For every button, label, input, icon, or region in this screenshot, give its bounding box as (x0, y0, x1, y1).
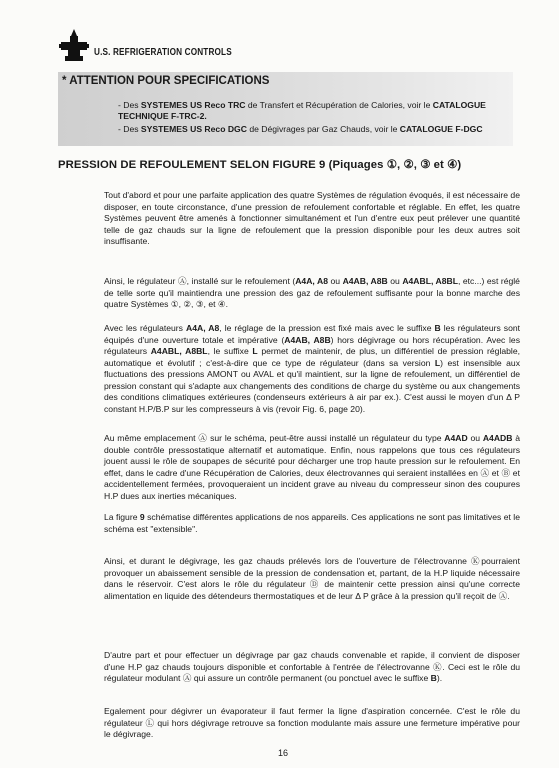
brand-name: U.S. REFRIGERATION CONTROLS (94, 46, 232, 58)
paragraph-evaporator: Egalement pour dégivrer un évaporateur il faut fermer la ligne d'aspiration concernée. C'est le rôle du régulateur Ⓛ qui hors dégivrage retrouve sa fonction modulante mais assure une fermeture impérative pour le dégivrage. (104, 706, 520, 739)
page-number: 16 (278, 748, 289, 758)
paragraph-regulator-settings: Avec les régulateurs A4A, A8, le réglage de la pression est fixé mais avec le suffixe B les régulateurs sont équipés d'une ouverture totale et impérative (A4AB, A8B) hors dégivrage ou hors récupération. Avec les régulateurs A4ABL, A8BL, le suffixe L permet de maintenir, de plus, un différentiel de pression réglable, automatique et évolutif ; c'est-à-dire que ce type de régulateur (dans sa version L) est insensible aux fluctuations des pressions AMONT ou AVAL et qu'il maintient, sur la ligne de refoulement, un différentiel de pression constant qui s'adapte aux changements des conditions de charge du système ou aux changements des conditions climatiques extérieures (condenseurs extérieurs à air par ex.). C'est aussi le moyen d'un Δ P constant H.P/B.P sur les compresseurs à vis (revoir Fig. 6, page 20). (104, 323, 521, 414)
paragraph-regulator-a: Ainsi, le régulateur Ⓐ, installé sur le refoulement (A4A, A8 ou A4AB, A8B ou A4ABL, A8BL, etc...) est réglé de telle sorte qu'il maintiendra une pression des gaz de refoulement suffisante pour la bonne marche des quatre Systèmes ①, ②, ③, et ④. (104, 276, 520, 309)
attention-item-trc: - Des SYSTEMES US Reco TRC de Transfert et Récupération de Calories, voir le CATALOGUE TECHNIQUE F-TRC-2. (118, 100, 486, 121)
paragraph-intro: Tout d'abord et pour une parfaite application des quatre Systèmes de régulation évoqués, il est nécessaire de disposer, en toute circonstance, d'une pression de refoulement confortable et réglable. En effet, les quatre Systèmes peuvent être amenés à fonctionner simultanément et l'un d'entre eux peut prélever une quantité telle de gaz chauds sur la ligne de refoulement que la pression disponible pour les deux autres soit insuffisante. (104, 190, 520, 246)
attention-item-dgc: - Des SYSTEMES US Reco DGC de Dégivrages par Gaz Chauds, voir le CATALOGUE F-DGC (118, 124, 483, 134)
paragraph-defrost: Ainsi, et durant le dégivrage, les gaz chauds prélevés lors de l'ouverture de l'électrovanne Ⓚpourraient provoquer un abaissement sensible de la pression de condensation et, partant, de la H.P liquide nécessaire dans le réservoir. C'est alors le rôle du régulateur Ⓓ de maintenir cette pression ainsi qu'une correcte alimentation en liquide des détendeurs thermostatiques et de leur Δ P grâce à la pression qu'il reçoit de Ⓐ. (104, 556, 520, 601)
paragraph-safety: Au même emplacement Ⓐ sur le schéma, peut-être aussi installé un régulateur du type A4AD ou A4ADB à double contrôle pressostatique alternatif et automatique. Enfin, nous rappelons que tous ces régulateurs jouent aussi le rôle de soupapes de sécurité pour décharger une trop haute pression sur le refoulement. En effet, dans le cadre d'une Récupération de Calories, deux électrovannes qui seraient installées en Ⓐ et Ⓑ et accidentellement fermées, provoqueraient un incident grave au niveau du compresseur sinon des coupures H.P dues aux inerties mécaniques. (104, 433, 520, 501)
attention-title: * ATTENTION POUR SPECIFICATIONS (62, 75, 270, 87)
paragraph-hot-gas: D'autre part et pour effectuer un dégivrage par gaz chauds convenable et rapide, il convient de disposer d'une H.P gaz chauds toujours disponible et confortable à l'entrée de l'électrovanne Ⓚ. Ceci est le rôle du régulateur modulant Ⓐ qui assure un contrôle permanent (ou ponctuel avec le suffixe B). (104, 650, 521, 683)
paragraph-figure-note: La figure 9 schématise différentes applications de nos appareils. Ces applications ne sont pas limitatives et le schéma est "extensible". (104, 512, 520, 534)
section-heading: PRESSION DE REFOULEMENT SELON FIGURE 9 (Piquages ①, ②, ③ et ④) (58, 159, 462, 171)
brand-logo (58, 28, 271, 62)
company-emblem-icon (58, 28, 90, 62)
attention-box (58, 72, 513, 146)
